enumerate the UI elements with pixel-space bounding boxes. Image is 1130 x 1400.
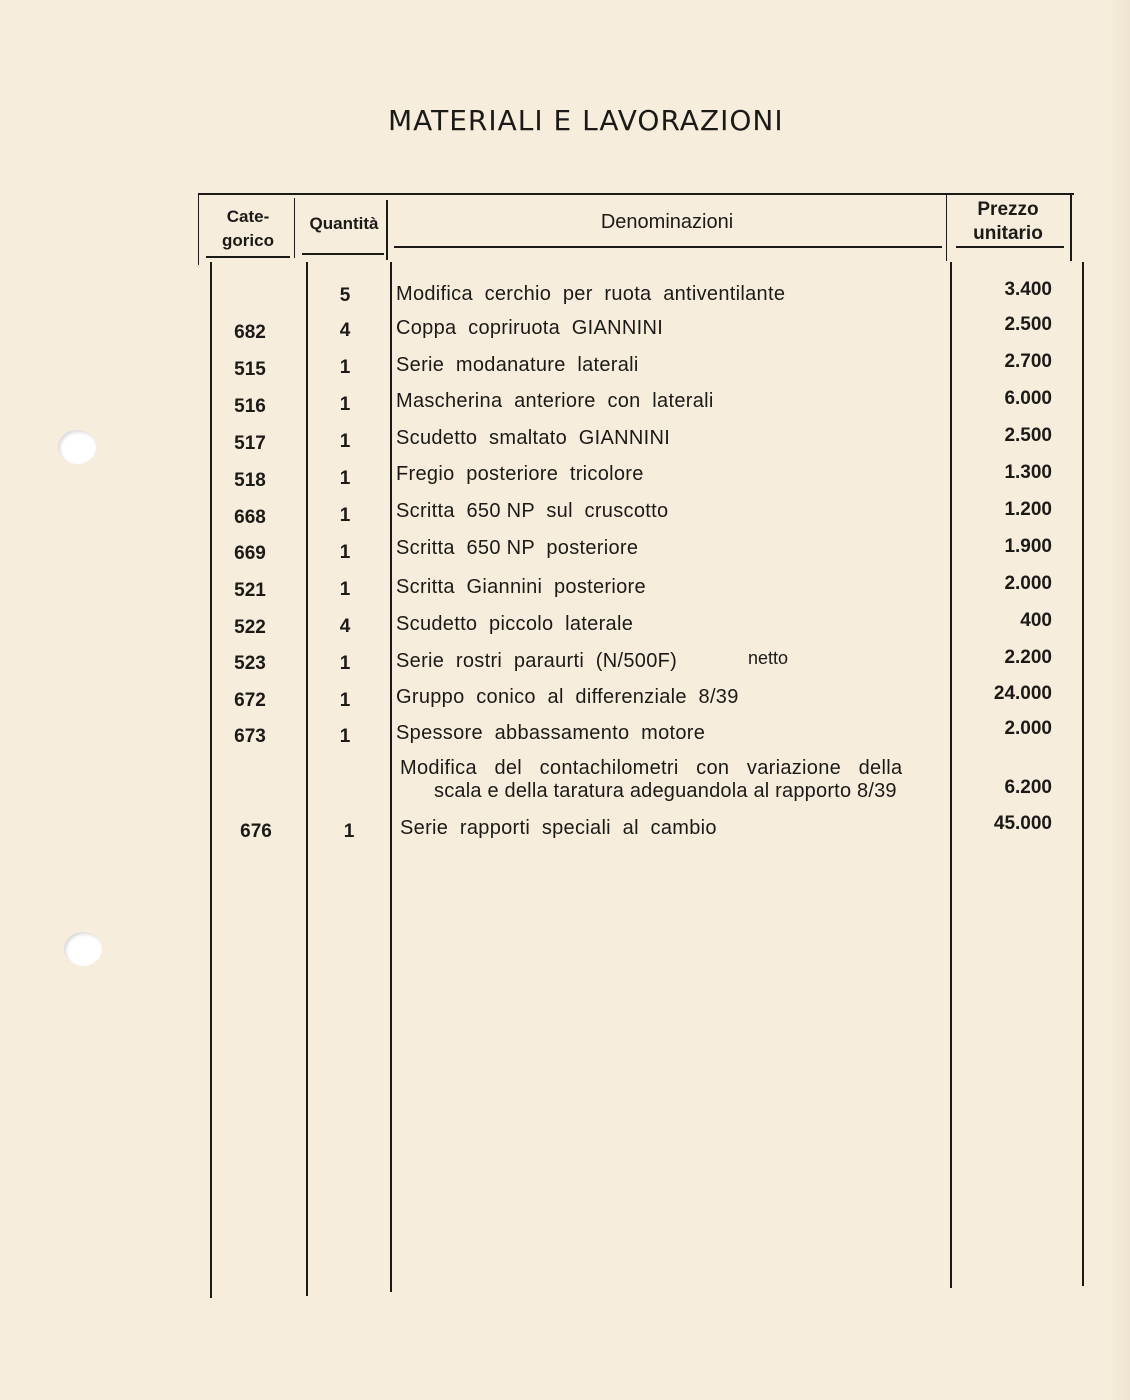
row-denominazione: Scritta 650 NP sul cruscotto [396, 500, 669, 522]
row-categorico: 676 [240, 821, 272, 842]
row-categorico: 521 [234, 580, 266, 601]
row-denominazione: Coppa copriruota GIANNINI [396, 317, 664, 339]
table-row [0, 718, 1130, 754]
header-prezzo-unitario: Prezzo unitario [973, 199, 1043, 244]
table-row [0, 464, 1130, 496]
table-row [0, 649, 1130, 681]
row-quantita: 4 [339, 320, 351, 341]
row-prezzo: 6.000 [1004, 388, 1052, 409]
row-quantita: 1 [339, 542, 351, 563]
table-row [0, 427, 1130, 459]
row-denominazione: Serie rapporti speciali al cambio [400, 817, 717, 839]
row-categorico: 682 [234, 322, 266, 343]
row-prezzo: 24.000 [993, 683, 1052, 704]
row-note-netto: netto [748, 648, 789, 668]
row-denominazione: Gruppo conico al differenziale 8/39 [396, 686, 739, 708]
table-row [0, 575, 1130, 607]
row-categorico: 518 [234, 470, 266, 491]
row-denominazione: Scritta 650 NP posteriore [396, 537, 639, 559]
row-denominazione: Scudetto smaltato GIANNINI [396, 427, 671, 449]
col-line-2 [294, 198, 295, 258]
row-denominazione: Serie rostri paraurti (N/500F) [396, 650, 678, 672]
row-denominazione: Scudetto piccolo laterale [396, 613, 634, 635]
row-categorico: 523 [234, 653, 266, 674]
row-categorico: 516 [234, 396, 266, 417]
row-prezzo: 6.200 [1004, 777, 1052, 798]
table-row-multiline [0, 753, 1130, 809]
row-quantita: 1 [343, 821, 355, 842]
row-categorico: 672 [234, 690, 266, 711]
punch-hole-bottom [64, 932, 102, 966]
header-denominazioni: Denominazioni [600, 211, 734, 233]
row-quantita: 1 [339, 431, 351, 452]
row-quantita: 1 [339, 357, 351, 378]
col-line-4 [946, 195, 947, 261]
row-categorico: 668 [234, 507, 266, 528]
row-denominazione: Scritta Giannini posteriore [396, 576, 646, 598]
page-title: MATERIALI E LAVORAZIONI [388, 104, 784, 137]
col-line-5 [1070, 195, 1072, 261]
row-prezzo: 2.500 [1004, 314, 1052, 335]
row-categorico: 673 [234, 726, 266, 747]
row-prezzo: 1.900 [1004, 536, 1052, 557]
row-prezzo: 3.400 [1004, 279, 1052, 300]
table-row [0, 279, 1130, 311]
row-prezzo: 2.700 [1004, 351, 1052, 372]
row-denominazione: Serie modanature laterali [396, 354, 639, 376]
header-underline-qty [302, 253, 384, 255]
row-quantita: 1 [339, 468, 351, 489]
row-prezzo: 1.300 [1004, 462, 1052, 483]
row-prezzo: 45.000 [993, 813, 1052, 834]
header-underline-pre [956, 246, 1064, 248]
row-categorico: 669 [234, 543, 266, 564]
row-categorico: 515 [234, 359, 266, 380]
row-quantita: 5 [339, 285, 351, 306]
table-row [0, 612, 1130, 644]
row-prezzo: 400 [1020, 610, 1052, 631]
table-top-rule [198, 193, 1074, 195]
row-quantita: 1 [339, 726, 351, 747]
row-denominazione: Spessore abbassamento motore [396, 722, 706, 744]
row-quantita: 4 [339, 616, 351, 637]
col-line-3 [386, 200, 388, 260]
row-denominazione: Fregio posteriore tricolore [396, 463, 644, 485]
row-quantita: 1 [339, 394, 351, 415]
header-underline-den [394, 246, 942, 248]
row-prezzo: 2.000 [1004, 573, 1052, 594]
row-denominazione-line2: scala e della taratura adeguandola al rapporto 8/39 [434, 780, 897, 802]
row-denominazione-line1: Modifica del contachilometri con variazione della [400, 757, 903, 779]
header-quantita: Quantità [309, 214, 379, 233]
table-row [0, 353, 1130, 385]
row-prezzo: 2.500 [1004, 425, 1052, 446]
row-quantita: 1 [339, 505, 351, 526]
table-row [0, 316, 1130, 348]
row-prezzo: 1.200 [1004, 499, 1052, 520]
table-row [0, 538, 1130, 570]
row-quantita: 1 [339, 690, 351, 711]
row-categorico: 517 [234, 433, 266, 454]
table-row [0, 813, 1130, 849]
table-row [0, 501, 1130, 533]
table-row [0, 390, 1130, 422]
row-denominazione: Modifica cerchio per ruota antiventilante [396, 283, 786, 305]
row-denominazione: Mascherina anteriore con laterali [396, 390, 714, 412]
col-line-1 [198, 195, 199, 265]
row-quantita: 1 [339, 579, 351, 600]
row-prezzo: 2.000 [1004, 718, 1052, 739]
row-categorico: 522 [234, 617, 266, 638]
row-quantita: 1 [339, 653, 351, 674]
row-prezzo: 2.200 [1004, 647, 1052, 668]
header-underline-cat [206, 256, 290, 258]
header-categorico: Cate- gorico [222, 207, 274, 250]
